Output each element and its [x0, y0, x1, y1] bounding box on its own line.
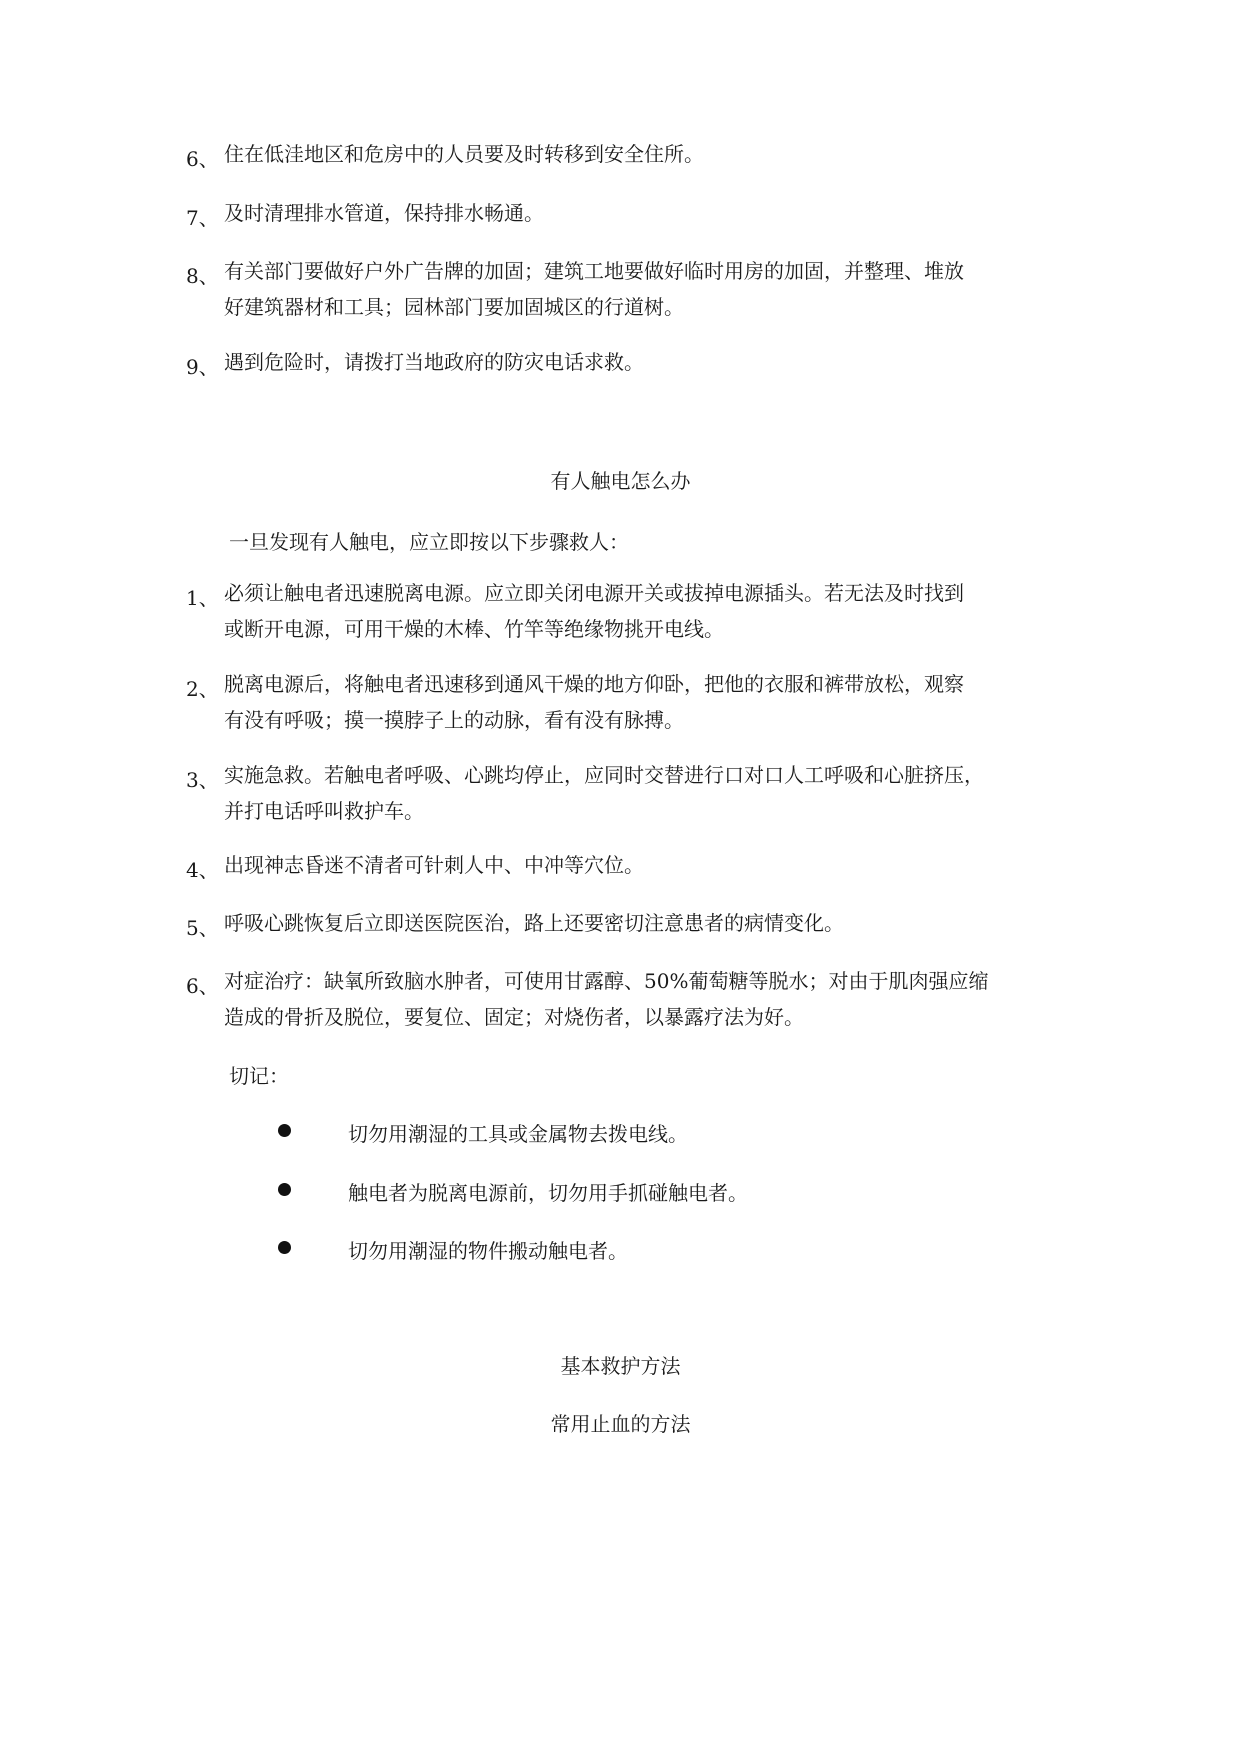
- item-text-continued: 好建筑器材和工具；园林部门要加固城区的行道树。: [224, 295, 684, 319]
- item-text: 实施急救。若触电者呼吸、心跳均停止，应同时交替进行口对口人工呼吸和心脏挤压，: [224, 763, 984, 787]
- remember-label: 切记：: [229, 1064, 289, 1088]
- item-text-continued: 或断开电源，可用干燥的木棒、竹竿等绝缘物挑开电线。: [224, 617, 724, 641]
- item-number: 9、: [186, 355, 219, 379]
- item-text: 及时清理排水管道，保持排水畅通。: [224, 201, 544, 225]
- bullet-dot-icon: [278, 1124, 291, 1137]
- item-number: 6、: [186, 147, 219, 171]
- item-text: 脱离电源后，将触电者迅速移到通风干燥的地方仰卧，把他的衣服和裤带放松，观察: [224, 672, 964, 696]
- intro-paragraph: 一旦发现有人触电，应立即按以下步骤救人：: [229, 530, 629, 554]
- item-text-continued: 有没有呼吸；摸一摸脖子上的动脉，看有没有脉搏。: [224, 708, 684, 732]
- item-text: 呼吸心跳恢复后立即送医院医治，路上还要密切注意患者的病情变化。: [224, 911, 844, 935]
- item-text: 有关部门要做好户外广告牌的加固；建筑工地要做好临时用房的加固，并整理、堆放: [224, 259, 964, 283]
- bullet-text: 触电者为脱离电源前，切勿用手抓碰触电者。: [348, 1181, 748, 1205]
- item-text: 必须让触电者迅速脱离电源。应立即关闭电源开关或拔掉电源插头。若无法及时找到: [224, 581, 964, 605]
- bullet-text: 切勿用潮湿的工具或金属物去拨电线。: [348, 1122, 688, 1146]
- item-text: 对症治疗：缺氧所致脑水肿者，可使用甘露醇、50%葡萄糖等脱水；对由于肌肉强应缩: [224, 969, 989, 993]
- item-number: 2、: [186, 677, 219, 701]
- item-number: 8、: [186, 264, 219, 288]
- item-number: 5、: [186, 916, 219, 940]
- item-number: 7、: [186, 206, 219, 230]
- item-text-continued: 造成的骨折及脱位，要复位、固定；对烧伤者，以暴露疗法为好。: [224, 1005, 804, 1029]
- item-text: 出现神志昏迷不清者可针刺人中、中冲等穴位。: [224, 853, 644, 877]
- bullet-dot-icon: [278, 1241, 291, 1254]
- item-text: 遇到危险时，请拨打当地政府的防灾电话求救。: [224, 350, 644, 374]
- item-number: 6、: [186, 974, 219, 998]
- section-subtitle: 常用止血的方法: [550, 1412, 691, 1436]
- bullet-text: 切勿用潮湿的物件搬动触电者。: [348, 1239, 628, 1263]
- item-text: 住在低洼地区和危房中的人员要及时转移到安全住所。: [224, 142, 704, 166]
- item-number: 4、: [186, 858, 219, 882]
- bullet-dot-icon: [278, 1183, 291, 1196]
- item-number: 1、: [186, 586, 219, 610]
- section-title: 基本救护方法: [560, 1354, 681, 1378]
- section-title: 有人触电怎么办: [550, 469, 691, 493]
- item-number: 3、: [186, 768, 219, 792]
- item-text-continued: 并打电话呼叫救护车。: [224, 799, 424, 823]
